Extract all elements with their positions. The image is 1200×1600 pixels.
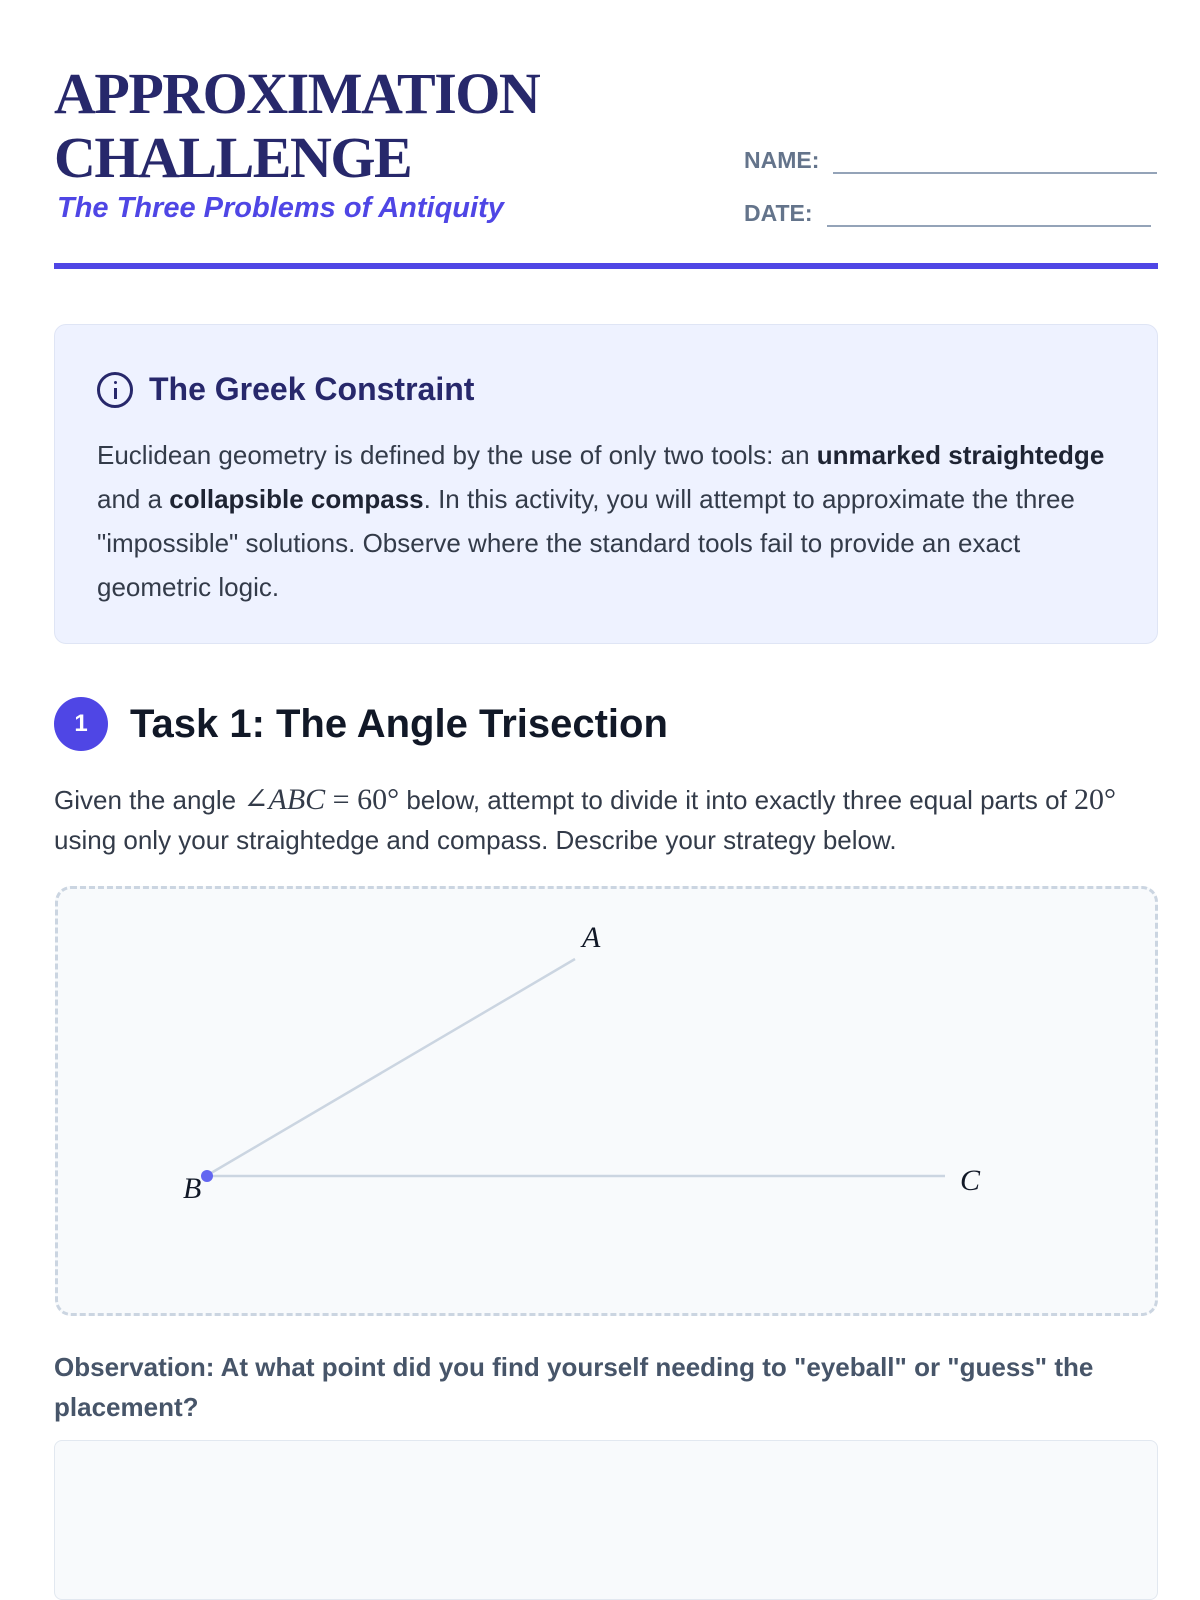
angle-name: ABC: [268, 783, 326, 816]
info-bold-straightedge: unmarked straightedge: [816, 440, 1105, 470]
construction-area[interactable]: [55, 886, 1158, 1316]
title-line-2: CHALLENGE: [54, 125, 412, 190]
task-text-part-1: Given the angle: [54, 785, 244, 815]
header-divider: [54, 263, 1158, 269]
worksheet-subtitle: The Three Problems of Antiquity: [57, 192, 504, 224]
date-blank-line[interactable]: [827, 199, 1151, 227]
vertex-b-point: [201, 1170, 213, 1182]
angle-equation: = 60°: [325, 783, 400, 816]
angle-symbol: ∠: [243, 783, 269, 816]
name-blank-line[interactable]: [833, 146, 1157, 174]
name-label: NAME:: [744, 147, 820, 173]
info-bold-compass: collapsible compass: [169, 484, 424, 514]
task-1-title: Task 1: The Angle Trisection: [130, 701, 668, 746]
point-a-label: A: [582, 921, 601, 954]
name-field: [744, 146, 1157, 174]
point-b-label: B: [183, 1172, 202, 1205]
task-number-badge: 1: [54, 697, 108, 751]
angle-diagram: [58, 889, 1161, 1319]
date-field: [744, 199, 1151, 227]
info-callout-header: [97, 371, 474, 408]
observation-answer-box[interactable]: [54, 1440, 1158, 1600]
task-1-header: [54, 697, 668, 751]
info-callout: [54, 324, 1158, 644]
task-text-part-3: using only your straightedge and compass. Describe your strategy below.: [54, 825, 897, 855]
title-line-1: APPROXIMATION: [54, 61, 540, 126]
ray-ba: [206, 959, 575, 1176]
part-value: 20°: [1074, 783, 1117, 816]
info-text-part-3: . In this activity, you will attempt to approximate the three "impossible" solutions. Observe where the standard tools fail to provide an exact geometric logic.: [97, 484, 1075, 602]
task-text-part-2: below, attempt to divide it into exactly three equal parts of: [399, 785, 1075, 815]
point-c-label: C: [960, 1164, 981, 1197]
date-label: DATE:: [744, 200, 813, 226]
observation-question: Observation: At what point did you find yourself needing to "eyeball" or "guess" the placement?: [54, 1352, 1094, 1422]
angle-expression: [243, 783, 399, 816]
info-icon: [97, 372, 133, 408]
info-text-part-1: Euclidean geometry is defined by the use of only two tools: an: [97, 440, 817, 470]
worksheet-title: [54, 62, 539, 190]
info-callout-title: The Greek Constraint: [149, 371, 475, 407]
task-1-instructions: [54, 780, 1164, 860]
info-text-part-2: and a: [97, 484, 170, 514]
info-callout-text: [97, 433, 1127, 609]
